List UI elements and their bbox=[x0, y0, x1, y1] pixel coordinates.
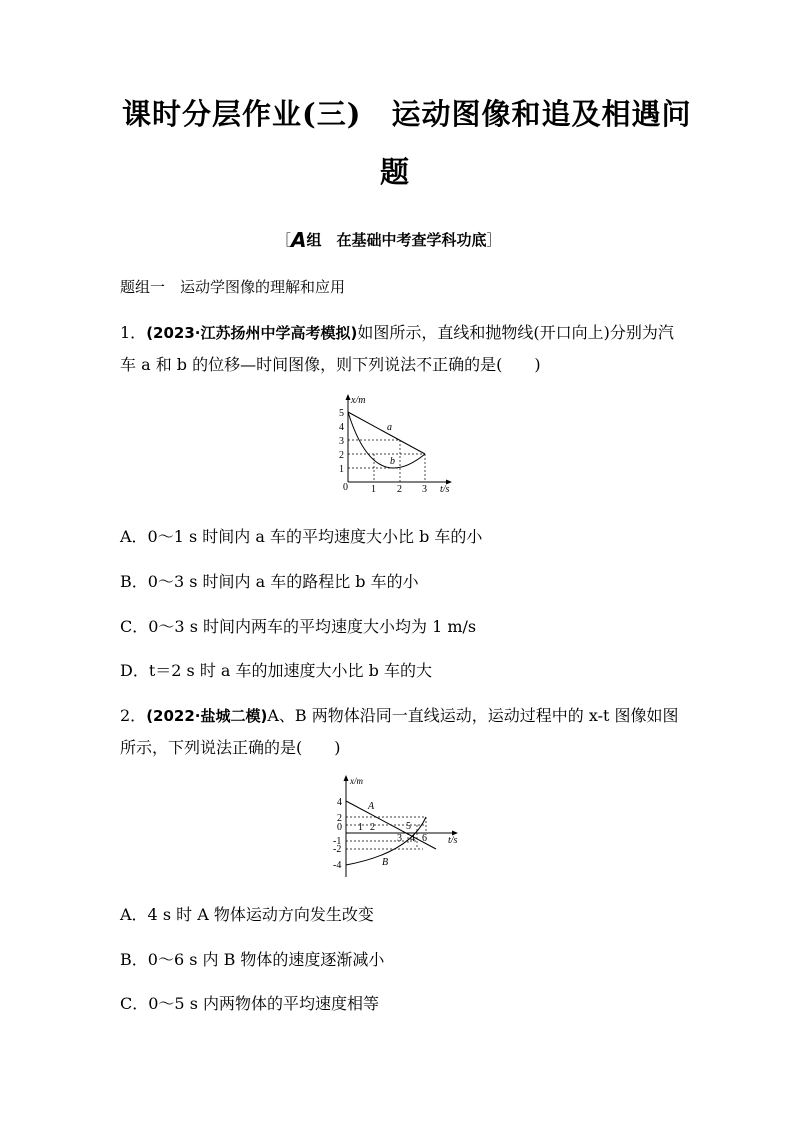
q2-source: (2022·盐城二模) bbox=[146, 707, 268, 725]
q1-number: 1． bbox=[120, 323, 147, 342]
q1-line-a bbox=[348, 412, 425, 454]
q1-ytick-5: 5 bbox=[339, 408, 344, 419]
q2-ylabel: x/m bbox=[350, 776, 363, 786]
q1-figure bbox=[328, 392, 458, 494]
q2-xtick-5: 5 bbox=[406, 821, 411, 832]
q2-ytick-m1: -1 bbox=[333, 836, 342, 847]
q1-ytick-1: 1 bbox=[339, 464, 344, 475]
q1-option-d: D．t＝2 s 时 a 车的加速度大小比 b 车的大 bbox=[120, 661, 432, 680]
page-title-line2: 题 bbox=[380, 155, 410, 189]
q1-xtick-3: 3 bbox=[422, 484, 427, 494]
q1-ylabel: x/m bbox=[351, 395, 366, 406]
q1-option-c: C．0～3 s 时间内两车的平均速度大小均为 1 m/s bbox=[120, 617, 477, 636]
q2-ytick-m2: -2 bbox=[333, 844, 342, 855]
q1-text-a: 如图所示，直线和抛物线(开口向上)分别为汽 bbox=[357, 323, 674, 342]
group-heading bbox=[276, 228, 502, 252]
q2-text-a: A、B 两物体沿同一直线运动，运动过程中的 x-t 图像如图 bbox=[267, 706, 679, 725]
q2-y-arrow bbox=[344, 775, 349, 781]
q2-xtick-6: 6 bbox=[422, 833, 427, 844]
q1-option-b: B．0～3 s 时间内 a 车的路程比 b 车的小 bbox=[120, 572, 419, 591]
q1-xtick-1: 1 bbox=[371, 484, 376, 494]
group-bracket-close: ］ bbox=[486, 231, 502, 249]
q1-option-a: A．0～1 s 时间内 a 车的平均速度大小比 b 车的小 bbox=[120, 527, 483, 546]
q1-line1 bbox=[120, 320, 674, 343]
page-title-line1: 课时分层作业(三) 运动图像和追及相遇问 bbox=[122, 97, 692, 131]
q2-xtick-1: 1 bbox=[358, 822, 363, 833]
q2-option-b: B．0～6 s 内 B 物体的速度逐渐减小 bbox=[120, 950, 385, 969]
q2-ytick-4: 4 bbox=[337, 797, 342, 808]
q1-origin: 0 bbox=[343, 482, 348, 493]
q1-xlabel: t/s bbox=[440, 484, 450, 494]
q2-line1 bbox=[120, 703, 679, 726]
q1-label-b: b bbox=[390, 456, 395, 467]
q2-option-a: A．4 s 时 A 物体运动方向发生改变 bbox=[120, 905, 374, 924]
q1-source: (2023·江苏扬州中学高考模拟) bbox=[146, 324, 358, 342]
group-letter: A bbox=[291, 228, 307, 252]
q1-label-a: a bbox=[387, 422, 392, 433]
q1-line2: 车 a 和 b 的位移—时间图像，则下列说法不正确的是( ) bbox=[120, 355, 541, 374]
q2-option-c: C．0～5 s 内两物体的平均速度相等 bbox=[120, 994, 379, 1013]
group-label: 组 在基础中考查学科功底 bbox=[306, 231, 487, 249]
q1-ytick-4: 4 bbox=[339, 422, 344, 433]
q2-xtick-2: 2 bbox=[370, 822, 375, 833]
group-bracket-open: ［ bbox=[276, 231, 292, 249]
q1-guides bbox=[348, 440, 425, 482]
q2-xtick-3: 3 bbox=[397, 833, 402, 844]
q2-ytick-2: 2 bbox=[337, 813, 342, 824]
q2-label-A: A bbox=[368, 801, 375, 812]
q1-y-arrow bbox=[346, 394, 351, 400]
section-heading: 题组一 运动学图像的理解和应用 bbox=[120, 278, 346, 296]
q2-label-B: B bbox=[382, 857, 389, 868]
q2-xlabel: t/s bbox=[448, 835, 458, 846]
q2-xtick-4: 4 bbox=[410, 833, 415, 844]
q1-ytick-3: 3 bbox=[339, 436, 344, 447]
q2-ytick-m4: -4 bbox=[333, 860, 342, 871]
q1-ytick-2: 2 bbox=[339, 450, 344, 461]
q2-ytick-0: 0 bbox=[337, 822, 342, 833]
q1-curve-b bbox=[348, 412, 425, 468]
q2-number: 2． bbox=[120, 706, 147, 725]
q2-figure bbox=[330, 773, 466, 881]
q2-line2: 所示，下列说法正确的是( ) bbox=[120, 738, 341, 757]
q1-xtick-2: 2 bbox=[397, 484, 402, 494]
